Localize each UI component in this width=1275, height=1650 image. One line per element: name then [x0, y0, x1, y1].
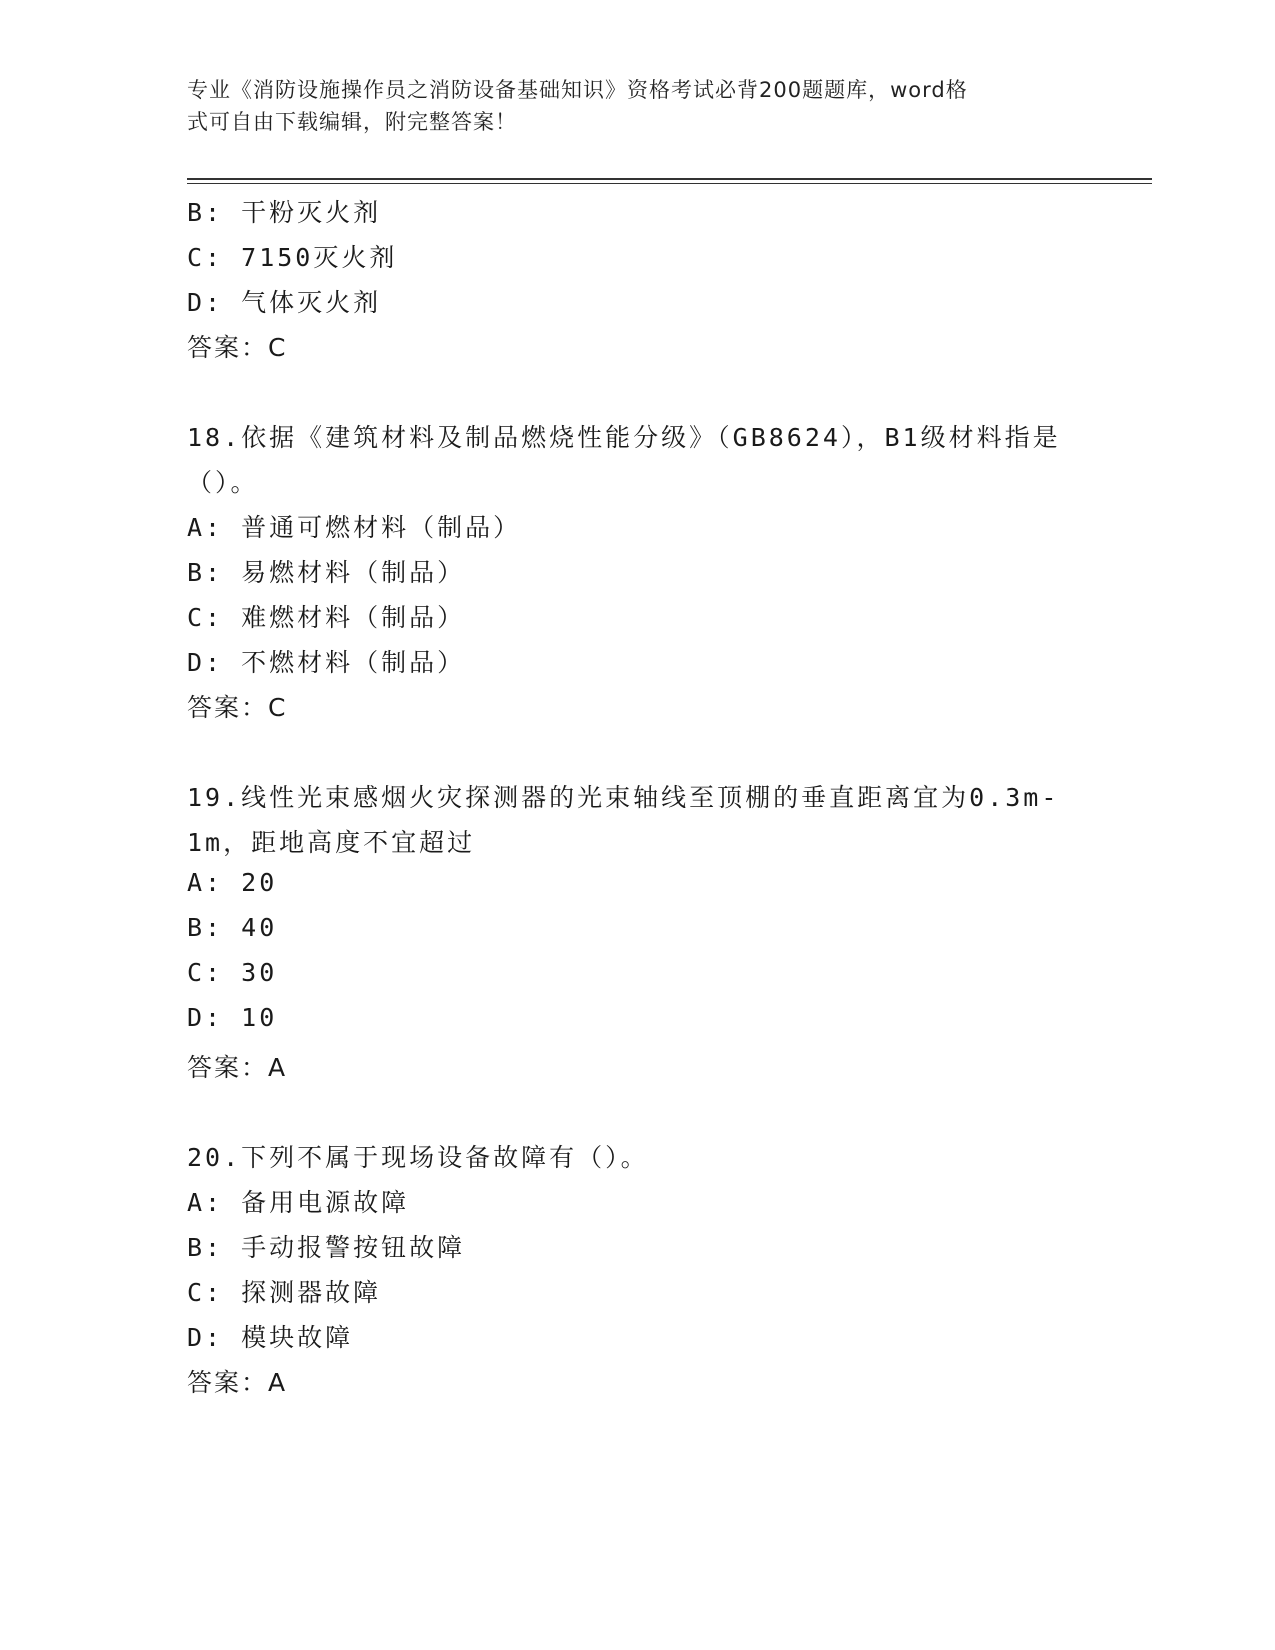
q19-option-a: A: 20	[187, 868, 278, 897]
q20-option-a: A: 备用电源故障	[187, 1188, 410, 1217]
q19-option-d: D: 10	[187, 1003, 278, 1032]
q19-option-c: C: 30	[187, 958, 278, 987]
header-line-1: 专业《消防设施操作员之消防设备基础知识》资格考试必背200题题库，word格	[187, 78, 968, 102]
header-divider-thin	[187, 183, 1152, 184]
q17-option-b: B: 干粉灭火剂	[187, 198, 382, 227]
q18-option-d: D: 不燃材料（制品）	[187, 648, 466, 677]
q20-answer: 答案：A	[187, 1368, 288, 1397]
header-line-2: 式可自由下载编辑，附完整答案！	[187, 110, 517, 134]
header-divider-thick	[187, 178, 1152, 180]
q17-option-d: D: 气体灭火剂	[187, 288, 382, 317]
q19-answer: 答案：A	[187, 1053, 288, 1082]
q18-answer: 答案：C	[187, 693, 288, 722]
q20-option-c: C: 探测器故障	[187, 1278, 382, 1307]
q20-question-line-1: 20.下列不属于现场设备故障有（）。	[187, 1143, 649, 1172]
document-header	[187, 74, 1087, 138]
q20-option-b: B: 手动报警按钮故障	[187, 1233, 466, 1262]
q17-answer: 答案：C	[187, 333, 288, 362]
q19-question-line-1: 19.线性光束感烟火灾探测器的光束轴线至顶棚的垂直距离宜为0.3m-	[187, 783, 1060, 812]
q19-option-b: B: 40	[187, 913, 278, 942]
q18-question-line-1: 18.依据《建筑材料及制品燃烧性能分级》（GB8624），B1级材料指是	[187, 423, 1061, 452]
q18-question-line-2: （）。	[187, 468, 259, 497]
q17-option-c: C: 7150灭火剂	[187, 243, 398, 272]
q18-option-b: B: 易燃材料（制品）	[187, 558, 466, 587]
q18-option-c: C: 难燃材料（制品）	[187, 603, 466, 632]
q19-question-line-2: 1m，距地高度不宜超过	[187, 828, 476, 857]
q18-option-a: A: 普通可燃材料（制品）	[187, 513, 522, 542]
q20-option-d: D: 模块故障	[187, 1323, 354, 1352]
